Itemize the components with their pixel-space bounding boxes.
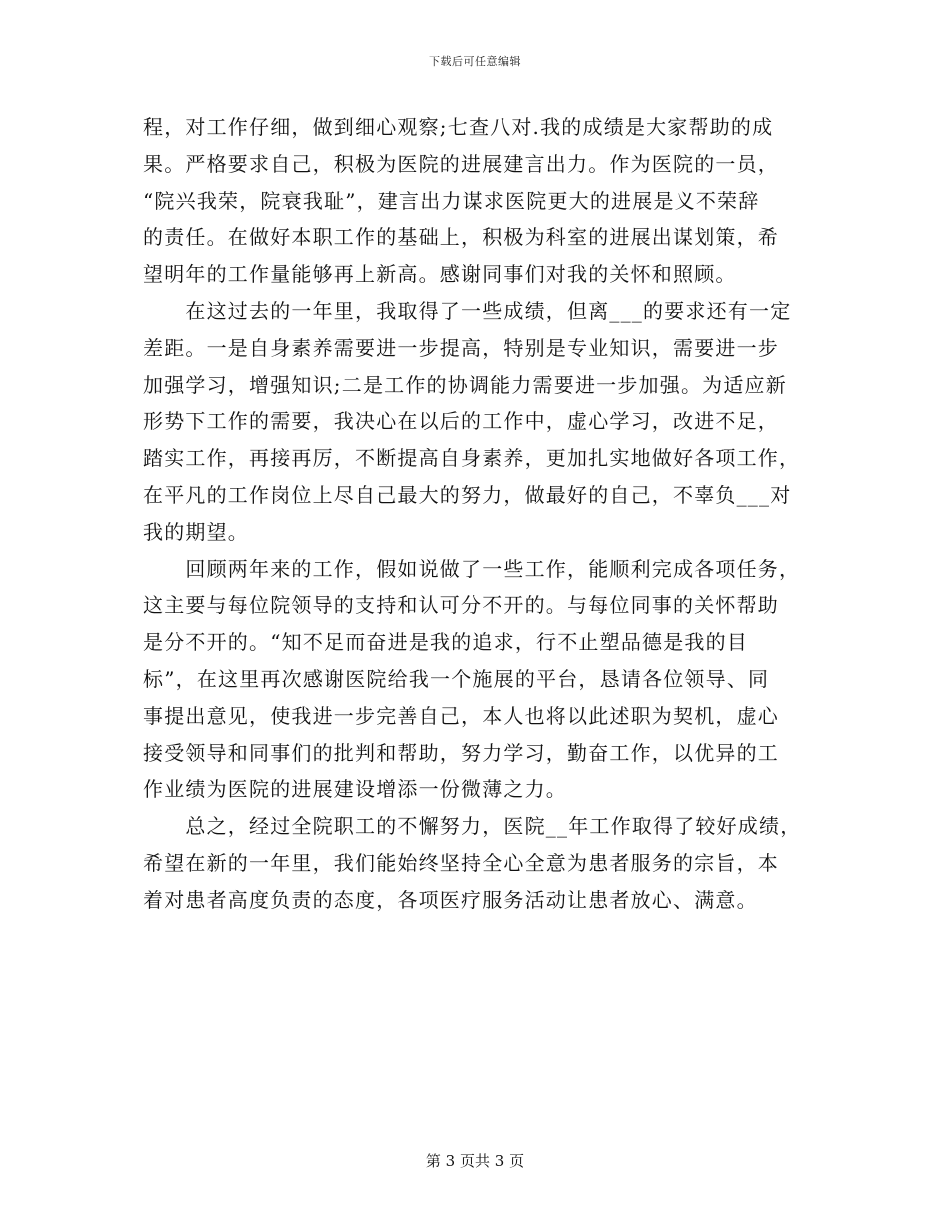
text-line: 踏实工作，再接再厉，不断提高自身素养，更加扎实地做好各项工作， [143, 446, 801, 471]
text-line: 这主要与每位院领导的支持和认可分不开的。与每位同事的关怀帮助 [143, 593, 779, 618]
text-line: 希望在新的一年里，我们能始终坚持全心全意为患者服务的宗旨，本 [143, 850, 779, 875]
text-line: 形势下工作的需要，我决心在以后的工作中，虚心学习，改进不足， [143, 409, 779, 434]
text-line: 事提出意见，使我进一步完善自己，本人也将以此述职为契机，虚心 [143, 703, 779, 728]
text-line: 作业绩为医院的进展建设增添一份微薄之力。 [143, 777, 567, 802]
text-line: 望明年的工作量能够再上新高。感谢同事们对我的关怀和照顾。 [143, 262, 737, 287]
text-line: “院兴我荣，院衰我耻”，建言出力谋求医院更大的进展是义不荣辞 [143, 188, 760, 213]
text-line: 程，对工作仔细，做到细心观察;七查八对.我的成绩是大家帮助的成 [143, 115, 774, 139]
text-line: 果。严格要求自己，积极为医院的进展建言出力。作为医院的一员， [143, 151, 779, 176]
text-line: 在这过去的一年里，我取得了一些成绩，但离___的要求还有一定 [143, 298, 792, 323]
text-line: 加强学习，增强知识;二是工作的协调能力需要进一步加强。为适应新 [143, 372, 787, 397]
text-line: 差距。一是自身素养需要进一步提高，特别是专业知识，需要进一步 [143, 335, 779, 360]
text-line: 接受领导和同事们的批判和帮助，努力学习，勤奋工作，以优异的工 [143, 740, 779, 765]
text-line: 我的期望。 [143, 519, 249, 544]
text-line: 在平凡的工作岗位上尽自己最大的努力，做最好的自己，不辜负___对 [143, 482, 792, 507]
text-line: 是分不开的。“知不足而奋进是我的追求，行不止塑品德是我的目 [143, 630, 749, 655]
page-footer: 第 3 页共 3 页 [425, 1152, 525, 1170]
text-line: 着对患者高度负责的态度，各项医疗服务活动让患者放心、满意。 [143, 887, 758, 912]
text-line: 的责任。在做好本职工作的基础上，积极为科室的进展出谋划策，希 [143, 225, 779, 250]
text-line: 回顾两年来的工作，假如说做了一些工作，能顺利完成各项任务， [143, 556, 801, 581]
page-header: 下载后可任意编辑 [429, 55, 521, 68]
body-text [143, 109, 811, 919]
text-line: 标”，在这里再次感谢医院给我一个施展的平台，恳请各位领导、同 [143, 666, 770, 691]
text-line: 总之，经过全院职工的不懈努力，医院__年工作取得了较好成绩， [143, 814, 802, 839]
